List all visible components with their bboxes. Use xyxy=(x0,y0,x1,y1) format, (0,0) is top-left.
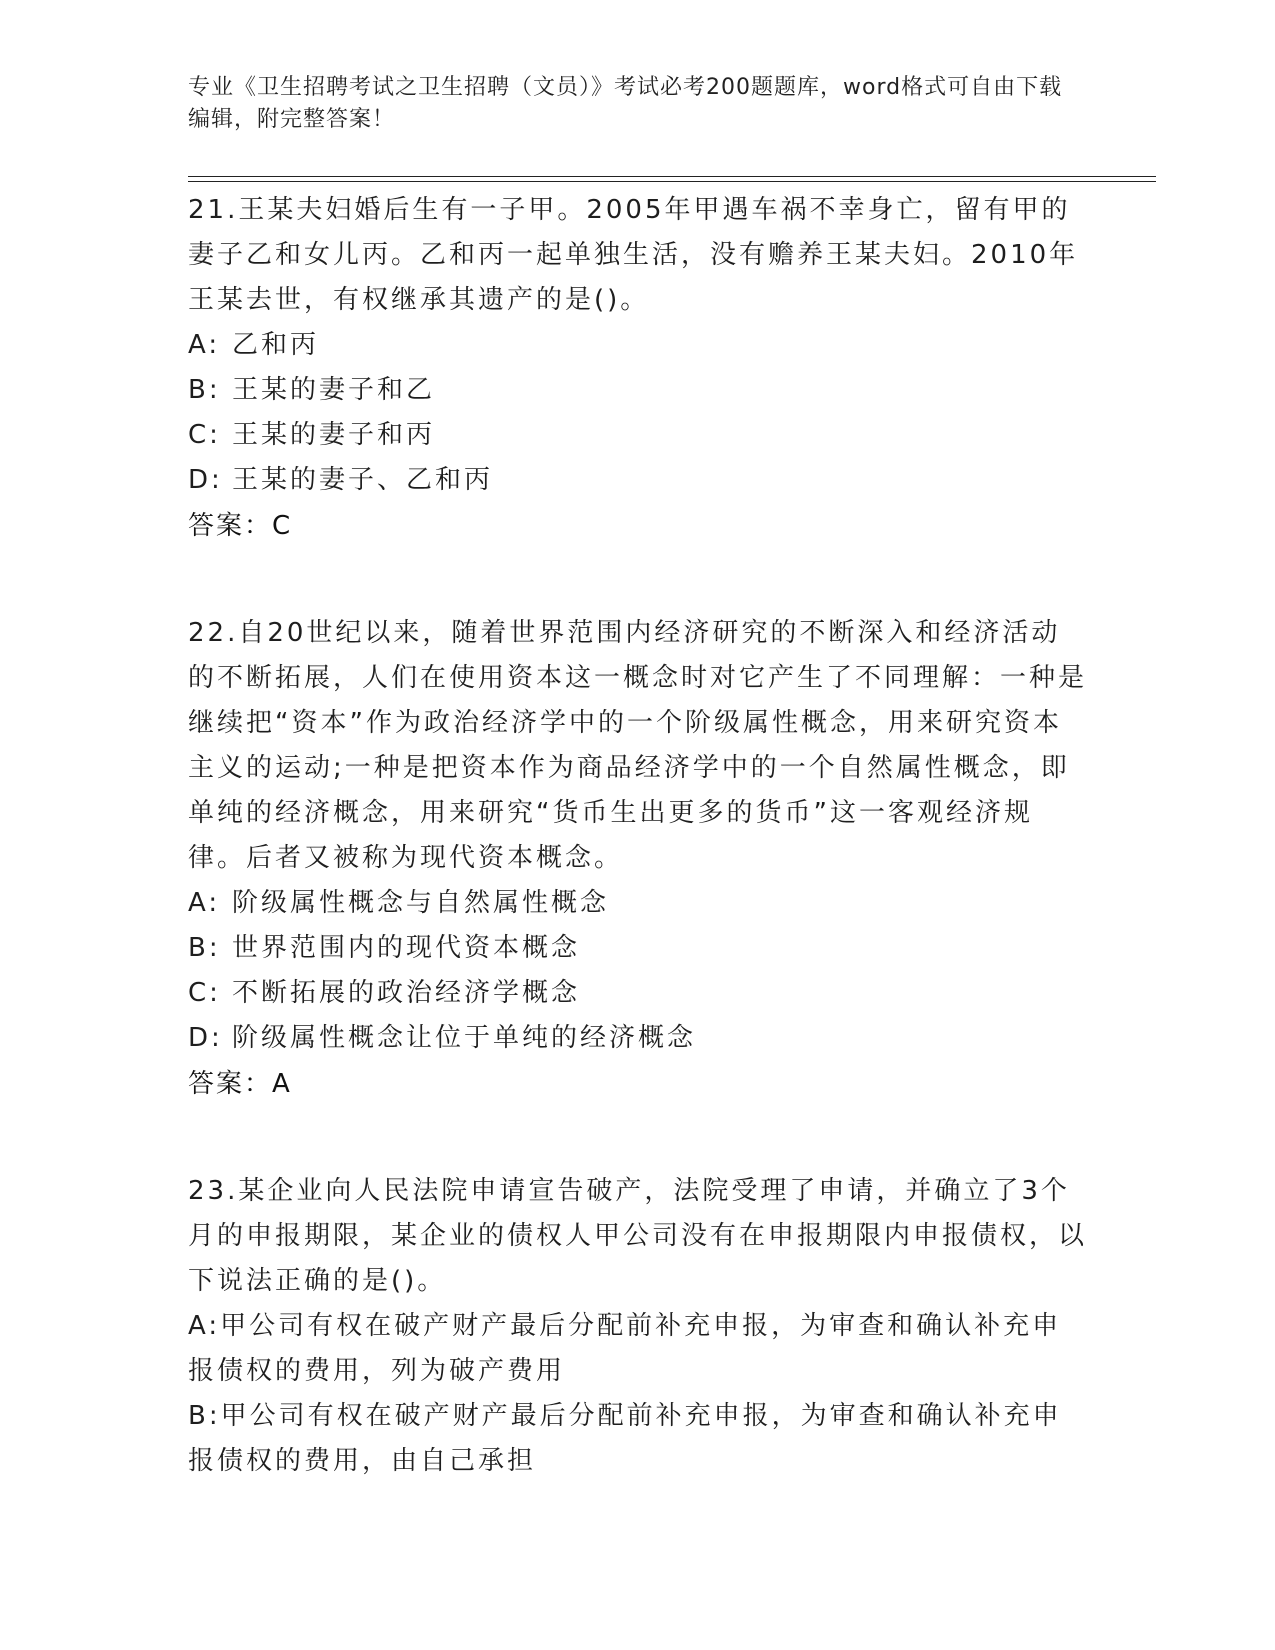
answer-line xyxy=(188,503,1088,549)
option-text: 世界范围内的现代资本概念 xyxy=(232,933,581,963)
option-list xyxy=(188,1304,1088,1484)
option-key: A: xyxy=(188,330,221,360)
option-key: A: xyxy=(188,888,221,918)
answer-value: A xyxy=(272,1069,292,1099)
option-d xyxy=(188,458,1088,503)
option-b xyxy=(188,368,1088,413)
answer-value: C xyxy=(272,511,293,541)
option-key: B: xyxy=(188,375,221,405)
option-text: 乙和丙 xyxy=(232,330,320,360)
answer-label: 答案： xyxy=(188,511,273,541)
header-divider-bottom xyxy=(188,181,1156,182)
question-spacer xyxy=(188,549,1088,611)
question-22 xyxy=(188,611,1088,1107)
option-key: D: xyxy=(188,465,223,495)
option-text: 甲公司有权在破产财产最后分配前补充申报，为审查和确认补充申报债权的费用，列为破产费用 xyxy=(188,1311,1062,1386)
answer-label: 答案： xyxy=(188,1069,273,1099)
option-text: 王某的妻子和丙 xyxy=(232,420,436,450)
option-key: A: xyxy=(188,1311,221,1341)
option-key: D: xyxy=(188,1023,223,1053)
option-key: B: xyxy=(188,1401,221,1431)
option-c xyxy=(188,413,1088,458)
option-a xyxy=(188,881,1088,926)
option-text: 阶级属性概念让位于单纯的经济概念 xyxy=(232,1023,697,1053)
option-text: 不断拓展的政治经济学概念 xyxy=(232,978,581,1008)
option-a xyxy=(188,323,1088,368)
option-b xyxy=(188,926,1088,971)
option-text: 阶级属性概念与自然属性概念 xyxy=(232,888,610,918)
option-list xyxy=(188,323,1088,503)
option-c xyxy=(188,971,1088,1016)
option-key: C: xyxy=(188,420,221,450)
question-spacer xyxy=(188,1107,1088,1169)
option-b xyxy=(188,1394,1088,1484)
question-stem: 22.自20世纪以来，随着世界范围内经济研究的不断深入和经济活动的不断拓展，人们在使用资本这一概念时对它产生了不同理解：一种是继续把“资本”作为政治经济学中的一个阶级属性概念，用来研究资本主义的运动;一种是把资本作为商品经济学中的一个自然属性概念，即单纯的经济概念，用来研究“货币生出更多的货币”这一客观经济规律。后者又被称为现代资本概念。 xyxy=(188,618,1088,873)
question-list xyxy=(188,188,1088,1484)
answer-line xyxy=(188,1061,1088,1107)
option-text: 甲公司有权在破产财产最后分配前补充申报，为审查和确认补充申报债权的费用，由自己承担 xyxy=(188,1401,1062,1476)
option-list xyxy=(188,881,1088,1061)
option-key: C: xyxy=(188,978,221,1008)
option-text: 王某的妻子、乙和丙 xyxy=(232,465,494,495)
question-stem: 21.王某夫妇婚后生有一子甲。2005年甲遇车祸不幸身亡，留有甲的妻子乙和女儿丙。乙和丙一起单独生活，没有赡养王某夫妇。2010年王某去世，有权继承其遗产的是()。 xyxy=(188,195,1079,315)
header-divider-top xyxy=(188,176,1156,177)
question-21 xyxy=(188,188,1088,549)
option-text: 王某的妻子和乙 xyxy=(232,375,436,405)
document-header: 专业《卫生招聘考试之卫生招聘（文员）》考试必考200题题库，word格式可自由下载编辑，附完整答案！ xyxy=(188,75,1063,132)
question-23 xyxy=(188,1169,1088,1484)
option-d xyxy=(188,1016,1088,1061)
question-stem: 23.某企业向人民法院申请宣告破产，法院受理了申请，并确立了3个月的申报期限，某企业的债权人甲公司没有在申报期限内申报债权，以下说法正确的是()。 xyxy=(188,1176,1088,1296)
option-key: B: xyxy=(188,933,221,963)
option-a xyxy=(188,1304,1088,1394)
